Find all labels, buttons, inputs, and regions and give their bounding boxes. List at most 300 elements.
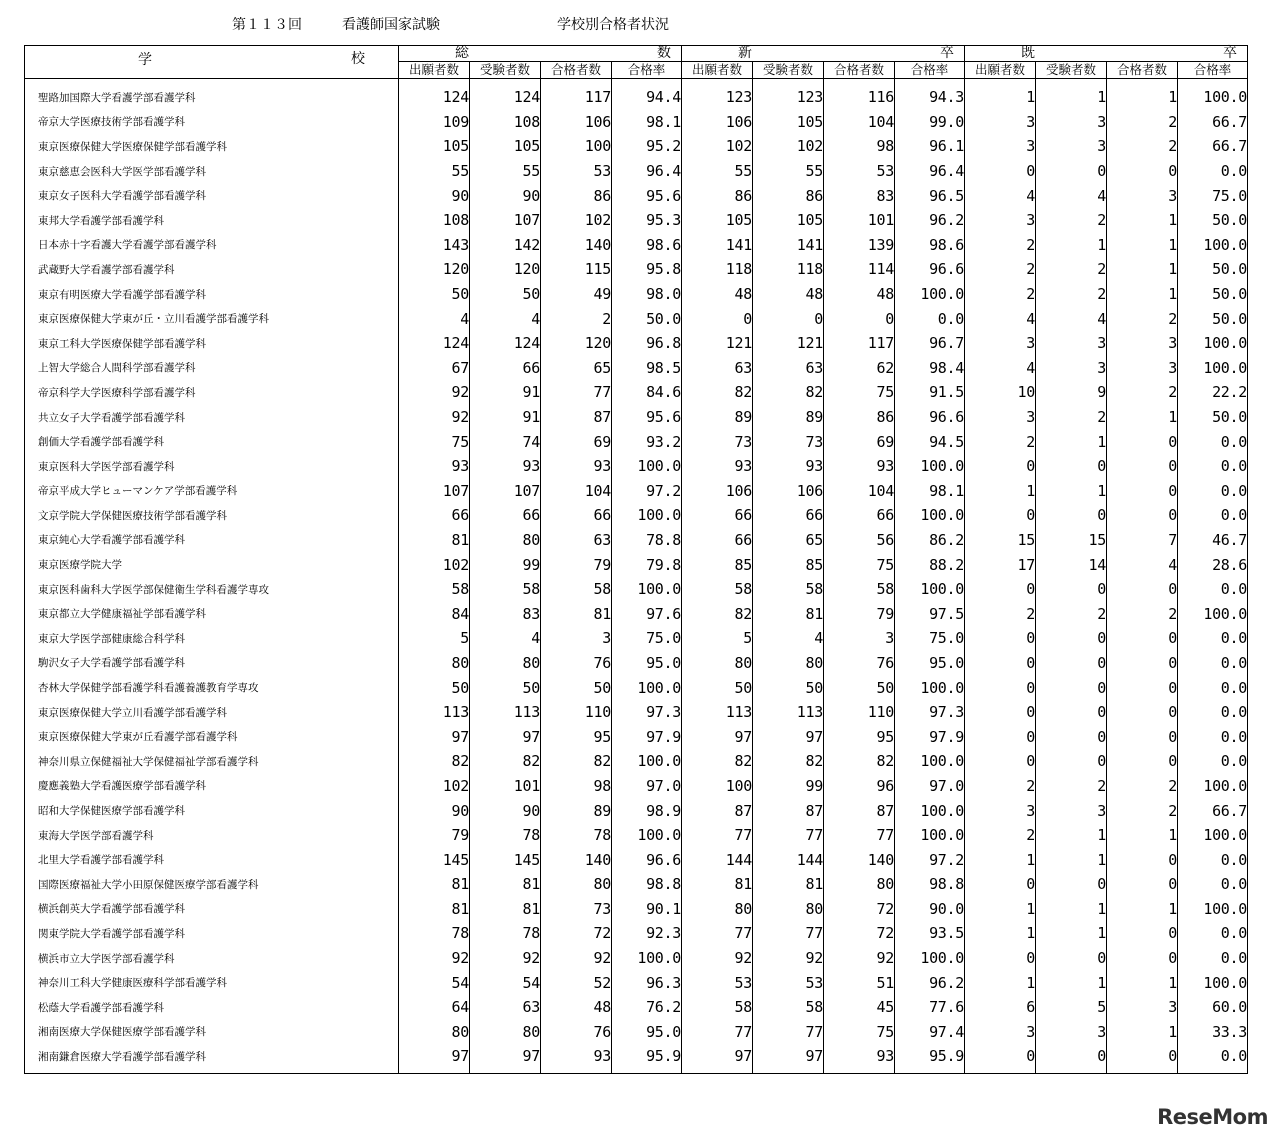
table-cell: 107 — [470, 208, 541, 233]
table-cell: 80 — [470, 1020, 541, 1045]
col-examinees: 受験者数 — [470, 62, 541, 79]
table-row — [25, 79, 1248, 110]
school-name: 東京工科大学医療保健学部看護学科 — [25, 331, 399, 356]
table-cell: 0 — [965, 626, 1036, 651]
table-cell: 100.0 — [1178, 233, 1248, 258]
table-cell: 1 — [965, 897, 1036, 922]
table-cell: 77 — [824, 823, 895, 848]
table-cell: 76 — [824, 651, 895, 676]
table-cell: 0 — [1107, 626, 1178, 651]
table-cell: 81 — [399, 528, 470, 553]
table-cell: 0 — [965, 724, 1036, 749]
table-cell: 84 — [399, 601, 470, 626]
table-cell: 0 — [1036, 1044, 1107, 1073]
school-name: 杏林大学保健学部看護学科看護養護教育学専攻 — [25, 675, 399, 700]
table-cell: 63 — [753, 356, 824, 381]
school-header-label-2: 校 — [351, 51, 365, 67]
table-cell: 2 — [965, 823, 1036, 848]
table-cell: 0 — [965, 1044, 1036, 1073]
table-cell: 105 — [753, 208, 824, 233]
group-past-grad-header: 既 卒 — [965, 46, 1248, 62]
table-cell: 2 — [1036, 208, 1107, 233]
school-name: 東京医科歯科大学医学部保健衛生学科看護学専攻 — [25, 577, 399, 602]
table-cell: 97.9 — [612, 724, 682, 749]
table-cell: 0.0 — [1178, 946, 1248, 971]
table-cell: 97.3 — [612, 700, 682, 725]
table-cell: 95.0 — [895, 651, 965, 676]
table-cell: 1 — [1036, 921, 1107, 946]
table-cell: 3 — [1036, 331, 1107, 356]
table-cell: 86 — [541, 183, 612, 208]
table-cell: 76.2 — [612, 995, 682, 1020]
table-cell: 98.9 — [612, 798, 682, 823]
school-name: 東京医療保健大学立川看護学部看護学科 — [25, 700, 399, 725]
table-cell: 69 — [824, 429, 895, 454]
table-row — [25, 356, 1248, 381]
table-cell: 82 — [682, 380, 753, 405]
table-cell: 0 — [1107, 749, 1178, 774]
table-cell: 101 — [470, 774, 541, 799]
table-cell: 1 — [1107, 897, 1178, 922]
table-cell: 92 — [399, 405, 470, 430]
table-cell: 92.3 — [612, 921, 682, 946]
exam-name: 看護師国家試験 — [342, 17, 440, 33]
table-cell: 90 — [399, 798, 470, 823]
table-cell: 98.6 — [612, 233, 682, 258]
table-cell: 92 — [824, 946, 895, 971]
table-cell: 93 — [541, 1044, 612, 1073]
table-cell: 89 — [541, 798, 612, 823]
table-cell: 0 — [965, 700, 1036, 725]
table-cell: 145 — [470, 847, 541, 872]
table-cell: 86 — [753, 183, 824, 208]
table-cell: 0 — [1036, 700, 1107, 725]
table-cell: 0 — [965, 651, 1036, 676]
table-cell: 6 — [965, 995, 1036, 1020]
table-cell: 66 — [753, 503, 824, 528]
table-row — [25, 282, 1248, 307]
table-cell: 0 — [1107, 921, 1178, 946]
table-cell: 74 — [470, 429, 541, 454]
col-pass-rate: 合格率 — [612, 62, 682, 79]
table-cell: 80 — [399, 1020, 470, 1045]
table-cell: 95.0 — [612, 1020, 682, 1045]
table-cell: 52 — [541, 970, 612, 995]
table-cell: 0.0 — [1178, 749, 1248, 774]
school-name: 創価大学看護学部看護学科 — [25, 429, 399, 454]
table-cell: 140 — [824, 847, 895, 872]
table-cell: 97.4 — [895, 1020, 965, 1045]
table-cell: 100.0 — [612, 577, 682, 602]
table-cell: 22.2 — [1178, 380, 1248, 405]
table-cell: 75.0 — [1178, 183, 1248, 208]
table-row — [25, 724, 1248, 749]
table-cell: 55 — [399, 159, 470, 184]
table-cell: 3 — [1107, 183, 1178, 208]
table-cell: 1 — [1036, 429, 1107, 454]
table-cell: 4 — [470, 306, 541, 331]
table-cell: 2 — [1036, 774, 1107, 799]
table-cell: 80 — [753, 897, 824, 922]
table-cell: 91.5 — [895, 380, 965, 405]
table-cell: 67 — [399, 356, 470, 381]
table-cell: 50 — [824, 675, 895, 700]
table-cell: 77 — [682, 1020, 753, 1045]
table-cell: 117 — [541, 79, 612, 110]
table-row — [25, 183, 1248, 208]
table-row — [25, 847, 1248, 872]
table-cell: 5 — [399, 626, 470, 651]
table-row — [25, 331, 1248, 356]
table-cell: 81 — [399, 872, 470, 897]
table-cell: 102 — [541, 208, 612, 233]
table-cell: 3 — [1107, 331, 1178, 356]
table-cell: 79 — [824, 601, 895, 626]
table-cell: 97 — [753, 1044, 824, 1073]
table-cell: 91 — [470, 380, 541, 405]
col-examinees: 受験者数 — [753, 62, 824, 79]
report-title — [0, 12, 1280, 36]
table-cell: 97 — [399, 1044, 470, 1073]
table-cell: 0 — [1036, 651, 1107, 676]
table-cell: 10 — [965, 380, 1036, 405]
table-cell: 0 — [1107, 503, 1178, 528]
table-cell: 100.0 — [895, 946, 965, 971]
table-cell: 99.0 — [895, 110, 965, 135]
table-cell: 86 — [682, 183, 753, 208]
table-cell: 0 — [1107, 724, 1178, 749]
table-cell: 100.0 — [1178, 601, 1248, 626]
table-cell: 58 — [753, 577, 824, 602]
table-cell: 63 — [470, 995, 541, 1020]
table-cell: 77 — [541, 380, 612, 405]
table-cell: 0 — [1107, 454, 1178, 479]
table-cell: 50.0 — [1178, 257, 1248, 282]
table-cell: 75 — [824, 552, 895, 577]
table-cell: 100.0 — [1178, 356, 1248, 381]
table-cell: 120 — [470, 257, 541, 282]
table-cell: 2 — [965, 233, 1036, 258]
table-row — [25, 700, 1248, 725]
table-cell: 96.3 — [612, 970, 682, 995]
col-pass-rate: 合格率 — [895, 62, 965, 79]
table-cell: 58 — [399, 577, 470, 602]
table-cell: 2 — [1107, 798, 1178, 823]
table-cell: 93.2 — [612, 429, 682, 454]
table-cell: 2 — [965, 774, 1036, 799]
table-cell: 5 — [1036, 995, 1107, 1020]
table-row — [25, 872, 1248, 897]
table-cell: 2 — [1107, 134, 1178, 159]
table-cell: 7 — [1107, 528, 1178, 553]
table-cell: 50 — [541, 675, 612, 700]
table-cell: 0.0 — [1178, 651, 1248, 676]
table-cell: 1 — [1036, 970, 1107, 995]
table-cell: 53 — [541, 159, 612, 184]
table-cell: 2 — [1036, 282, 1107, 307]
table-cell: 53 — [682, 970, 753, 995]
table-cell: 96.6 — [612, 847, 682, 872]
table-cell: 3 — [965, 798, 1036, 823]
table-row — [25, 208, 1248, 233]
col-passed: 合格者数 — [1107, 62, 1178, 79]
table-cell: 98.6 — [895, 233, 965, 258]
school-name: 帝京大学医療技術学部看護学科 — [25, 110, 399, 135]
table-cell: 2 — [1107, 306, 1178, 331]
school-name: 東京医科大学医学部看護学科 — [25, 454, 399, 479]
table-cell: 105 — [753, 110, 824, 135]
table-cell: 1 — [1036, 847, 1107, 872]
table-cell: 2 — [1107, 601, 1178, 626]
table-cell: 0.0 — [1178, 847, 1248, 872]
table-cell: 97.3 — [895, 700, 965, 725]
table-cell: 0 — [1036, 724, 1107, 749]
table-cell: 2 — [1036, 405, 1107, 430]
table-cell: 0 — [965, 454, 1036, 479]
table-cell: 50.0 — [1178, 208, 1248, 233]
table-cell: 77.6 — [895, 995, 965, 1020]
table-cell: 78 — [470, 823, 541, 848]
table-cell: 1 — [1107, 79, 1178, 110]
table-cell: 56 — [824, 528, 895, 553]
table-cell: 82 — [682, 601, 753, 626]
table-cell: 50.0 — [612, 306, 682, 331]
table-cell: 0 — [1107, 675, 1178, 700]
table-cell: 143 — [399, 233, 470, 258]
table-cell: 3 — [965, 134, 1036, 159]
table-cell: 75 — [399, 429, 470, 454]
table-row — [25, 897, 1248, 922]
table-cell: 49 — [541, 282, 612, 307]
table-cell: 98.0 — [612, 282, 682, 307]
table-cell: 91 — [470, 405, 541, 430]
table-cell: 92 — [541, 946, 612, 971]
table-cell: 87 — [824, 798, 895, 823]
table-cell: 100.0 — [1178, 897, 1248, 922]
table-cell: 0 — [1107, 1044, 1178, 1073]
table-cell: 58 — [753, 995, 824, 1020]
table-cell: 77 — [753, 823, 824, 848]
table-cell: 97 — [682, 724, 753, 749]
table-cell: 15 — [1036, 528, 1107, 553]
table-cell: 96.1 — [895, 134, 965, 159]
table-cell: 120 — [541, 331, 612, 356]
table-cell: 54 — [470, 970, 541, 995]
table-cell: 72 — [541, 921, 612, 946]
table-cell: 141 — [753, 233, 824, 258]
school-name: 東邦大学看護学部看護学科 — [25, 208, 399, 233]
table-cell: 73 — [682, 429, 753, 454]
resemom-logo: ReseMom — [1157, 1105, 1268, 1129]
table-cell: 100.0 — [612, 749, 682, 774]
col-passed: 合格者数 — [541, 62, 612, 79]
school-name: 横浜創英大学看護学部看護学科 — [25, 897, 399, 922]
table-cell: 76 — [541, 651, 612, 676]
table-cell: 100.0 — [612, 946, 682, 971]
table-cell: 48 — [682, 282, 753, 307]
table-cell: 98.8 — [612, 872, 682, 897]
table-cell: 100.0 — [612, 454, 682, 479]
school-name: 東京医療保健大学東が丘看護学部看護学科 — [25, 724, 399, 749]
table-cell: 90 — [470, 183, 541, 208]
table-cell: 0.0 — [1178, 503, 1248, 528]
table-cell: 97.2 — [895, 847, 965, 872]
table-cell: 50 — [682, 675, 753, 700]
table-cell: 78.8 — [612, 528, 682, 553]
table-cell: 3 — [965, 1020, 1036, 1045]
school-name: 聖路加国際大学看護学部看護学科 — [25, 79, 399, 110]
table-cell: 78 — [541, 823, 612, 848]
table-cell: 14 — [1036, 552, 1107, 577]
table-cell: 87 — [682, 798, 753, 823]
table-cell: 100.0 — [895, 749, 965, 774]
table-cell: 0 — [1107, 429, 1178, 454]
table-cell: 79 — [541, 552, 612, 577]
table-cell: 73 — [753, 429, 824, 454]
table-cell: 0.0 — [895, 306, 965, 331]
table-cell: 0.0 — [1178, 577, 1248, 602]
table-cell: 50.0 — [1178, 405, 1248, 430]
table-row — [25, 380, 1248, 405]
table-row — [25, 454, 1248, 479]
table-cell: 93 — [824, 454, 895, 479]
table-row — [25, 306, 1248, 331]
table-row — [25, 577, 1248, 602]
table-cell: 90.1 — [612, 897, 682, 922]
table-cell: 118 — [682, 257, 753, 282]
table-cell: 97.0 — [895, 774, 965, 799]
table-cell: 92 — [399, 380, 470, 405]
table-cell: 1 — [1036, 823, 1107, 848]
table-cell: 93 — [399, 454, 470, 479]
table-cell: 0 — [965, 946, 1036, 971]
table-row — [25, 946, 1248, 971]
group-new-grad-header: 新 卒 — [682, 46, 965, 62]
table-cell: 82 — [470, 749, 541, 774]
table-cell: 81 — [682, 872, 753, 897]
table-cell: 4 — [1036, 306, 1107, 331]
table-cell: 84.6 — [612, 380, 682, 405]
table-cell: 97 — [753, 724, 824, 749]
table-row — [25, 970, 1248, 995]
table-cell: 4 — [1036, 183, 1107, 208]
table-cell: 3 — [1036, 1020, 1107, 1045]
table-cell: 90 — [399, 183, 470, 208]
table-cell: 50 — [753, 675, 824, 700]
table-cell: 97.5 — [895, 601, 965, 626]
table-cell: 0 — [965, 159, 1036, 184]
report-name: 学校別合格者状況 — [557, 17, 669, 33]
table-cell: 33.3 — [1178, 1020, 1248, 1045]
table-cell: 124 — [399, 331, 470, 356]
table-cell: 100.0 — [895, 282, 965, 307]
table-cell: 53 — [753, 970, 824, 995]
table-cell: 145 — [399, 847, 470, 872]
table-cell: 89 — [753, 405, 824, 430]
table-cell: 100.0 — [1178, 823, 1248, 848]
table-cell: 3 — [965, 405, 1036, 430]
table-cell: 96.2 — [895, 208, 965, 233]
table-cell: 4 — [1107, 552, 1178, 577]
table-cell: 88.2 — [895, 552, 965, 577]
table-cell: 1 — [1036, 479, 1107, 504]
table-cell: 114 — [824, 257, 895, 282]
table-cell: 66 — [824, 503, 895, 528]
table-cell: 108 — [399, 208, 470, 233]
table-cell: 118 — [753, 257, 824, 282]
table-cell: 58 — [541, 577, 612, 602]
table-cell: 85 — [753, 552, 824, 577]
table-cell: 120 — [399, 257, 470, 282]
table-cell: 100.0 — [895, 675, 965, 700]
school-name: 東京慈恵会医科大学医学部看護学科 — [25, 159, 399, 184]
table-cell: 0.0 — [1178, 479, 1248, 504]
table-row — [25, 749, 1248, 774]
table-row — [25, 134, 1248, 159]
table-cell: 97 — [470, 724, 541, 749]
table-cell: 50 — [399, 282, 470, 307]
table-cell: 80 — [399, 651, 470, 676]
table-cell: 79.8 — [612, 552, 682, 577]
table-cell: 110 — [824, 700, 895, 725]
table-cell: 2 — [541, 306, 612, 331]
table-cell: 46.7 — [1178, 528, 1248, 553]
table-cell: 0 — [965, 749, 1036, 774]
table-cell: 100 — [682, 774, 753, 799]
table-cell: 2 — [965, 429, 1036, 454]
table-row — [25, 774, 1248, 799]
table-cell: 106 — [682, 110, 753, 135]
table-cell: 108 — [470, 110, 541, 135]
table-cell: 100.0 — [1178, 774, 1248, 799]
table-cell: 3 — [965, 110, 1036, 135]
table-cell: 0 — [1107, 159, 1178, 184]
table-cell: 115 — [541, 257, 612, 282]
table-cell: 82 — [753, 380, 824, 405]
table-cell: 54 — [399, 970, 470, 995]
table-cell: 104 — [824, 110, 895, 135]
table-cell: 0 — [682, 306, 753, 331]
table-cell: 0.0 — [1178, 724, 1248, 749]
table-cell: 95.6 — [612, 405, 682, 430]
table-cell: 85 — [682, 552, 753, 577]
school-header — [25, 46, 399, 79]
table-cell: 82 — [824, 749, 895, 774]
table-cell: 3 — [1036, 134, 1107, 159]
table-cell: 0 — [1036, 872, 1107, 897]
table-cell: 95.9 — [895, 1044, 965, 1073]
table-cell: 139 — [824, 233, 895, 258]
table-cell: 48 — [753, 282, 824, 307]
table-cell: 86.2 — [895, 528, 965, 553]
table-cell: 0 — [965, 503, 1036, 528]
table-cell: 66 — [470, 503, 541, 528]
table-cell: 86 — [824, 405, 895, 430]
school-name: 上智大学総合人間科学部看護学科 — [25, 356, 399, 381]
table-cell: 75.0 — [612, 626, 682, 651]
table-cell: 96.2 — [895, 970, 965, 995]
school-name: 東海大学医学部看護学科 — [25, 823, 399, 848]
school-name: 帝京科学大学医療科学部看護学科 — [25, 380, 399, 405]
table-cell: 63 — [682, 356, 753, 381]
results-table — [24, 45, 1248, 1074]
table-cell: 95.8 — [612, 257, 682, 282]
table-cell: 98.1 — [895, 479, 965, 504]
school-name: 慶應義塾大学看護医療学部看護学科 — [25, 774, 399, 799]
table-cell: 53 — [824, 159, 895, 184]
table-cell: 93 — [824, 1044, 895, 1073]
table-cell: 98.4 — [895, 356, 965, 381]
